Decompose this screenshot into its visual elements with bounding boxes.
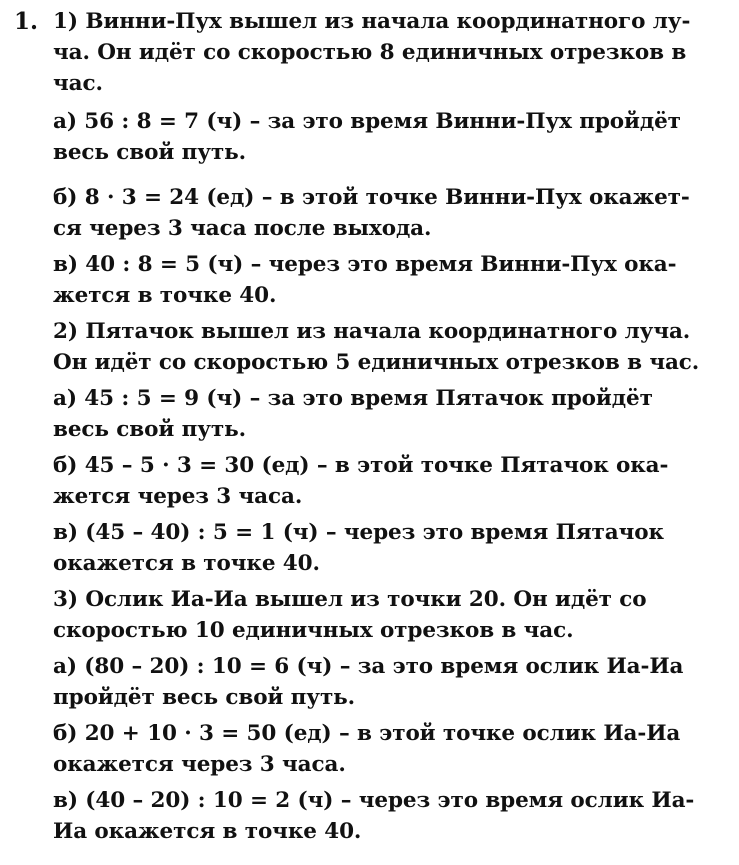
text-line: в) (40 – 20) : 10 = 2 (ч) – через это время ослик Иа- [53, 788, 695, 813]
text-line: 2) Пятачок вышел из начала координатного луча. [53, 319, 691, 344]
text-line: Иа окажется в точке 40. [53, 819, 362, 844]
part1-a-paragraph [53, 106, 733, 168]
part2-c-paragraph [53, 517, 733, 579]
part3-a-paragraph [53, 651, 733, 713]
part2-a-paragraph [53, 383, 733, 445]
solution-text [53, 6, 733, 847]
text-line: б) 45 – 5 · 3 = 30 (ед) – в этой точке Пятачок ока- [53, 453, 669, 478]
text-line: окажется в точке 40. [53, 551, 320, 576]
problem-number: 1. [14, 8, 39, 35]
text-line: час. [53, 71, 103, 96]
text-line: весь свой путь. [53, 417, 246, 442]
text-line: 3) Ослик Иа-Иа вышел из точки 20. Он идёт со [53, 587, 647, 612]
text-line: пройдёт весь свой путь. [53, 685, 356, 710]
text-line: в) (45 – 40) : 5 = 1 (ч) – через это время Пятачок [53, 520, 664, 545]
part1-c-paragraph [53, 249, 733, 311]
part2-intro-paragraph [53, 316, 733, 378]
text-line: б) 20 + 10 · 3 = 50 (ед) – в этой точке ослик Иа-Иа [53, 721, 681, 746]
text-line: 1) Винни-Пух вышел из начала координатного лу- [53, 9, 691, 34]
part1-b-paragraph [53, 182, 733, 244]
text-line: жется в точке 40. [53, 283, 277, 308]
part3-b-paragraph [53, 718, 733, 780]
part2-b-paragraph [53, 450, 733, 512]
text-line: Он идёт со скоростью 5 единичных отрезков в час. [53, 350, 700, 375]
text-line: ча. Он идёт со скоростью 8 единичных отрезков в [53, 40, 687, 65]
text-line: весь свой путь. [53, 140, 246, 165]
text-line: ся через 3 часа после выхода. [53, 216, 432, 241]
text-line: а) 56 : 8 = 7 (ч) – за это время Винни-Пух пройдёт [53, 109, 681, 134]
text-line: скоростью 10 единичных отрезков в час. [53, 618, 574, 643]
text-line: окажется через 3 часа. [53, 752, 346, 777]
text-line: а) 45 : 5 = 9 (ч) – за это время Пятачок пройдёт [53, 386, 653, 411]
text-line: а) (80 – 20) : 10 = 6 (ч) – за это время ослик Иа-Иа [53, 654, 684, 679]
part3-intro-paragraph [53, 584, 733, 646]
text-line: в) 40 : 8 = 5 (ч) – через это время Винни-Пух ока- [53, 252, 677, 277]
text-line: б) 8 · 3 = 24 (ед) – в этой точке Винни-Пух окажет- [53, 185, 690, 210]
part3-c-paragraph [53, 785, 733, 847]
part1-intro-paragraph [53, 6, 733, 99]
text-line: жется через 3 часа. [53, 484, 303, 509]
